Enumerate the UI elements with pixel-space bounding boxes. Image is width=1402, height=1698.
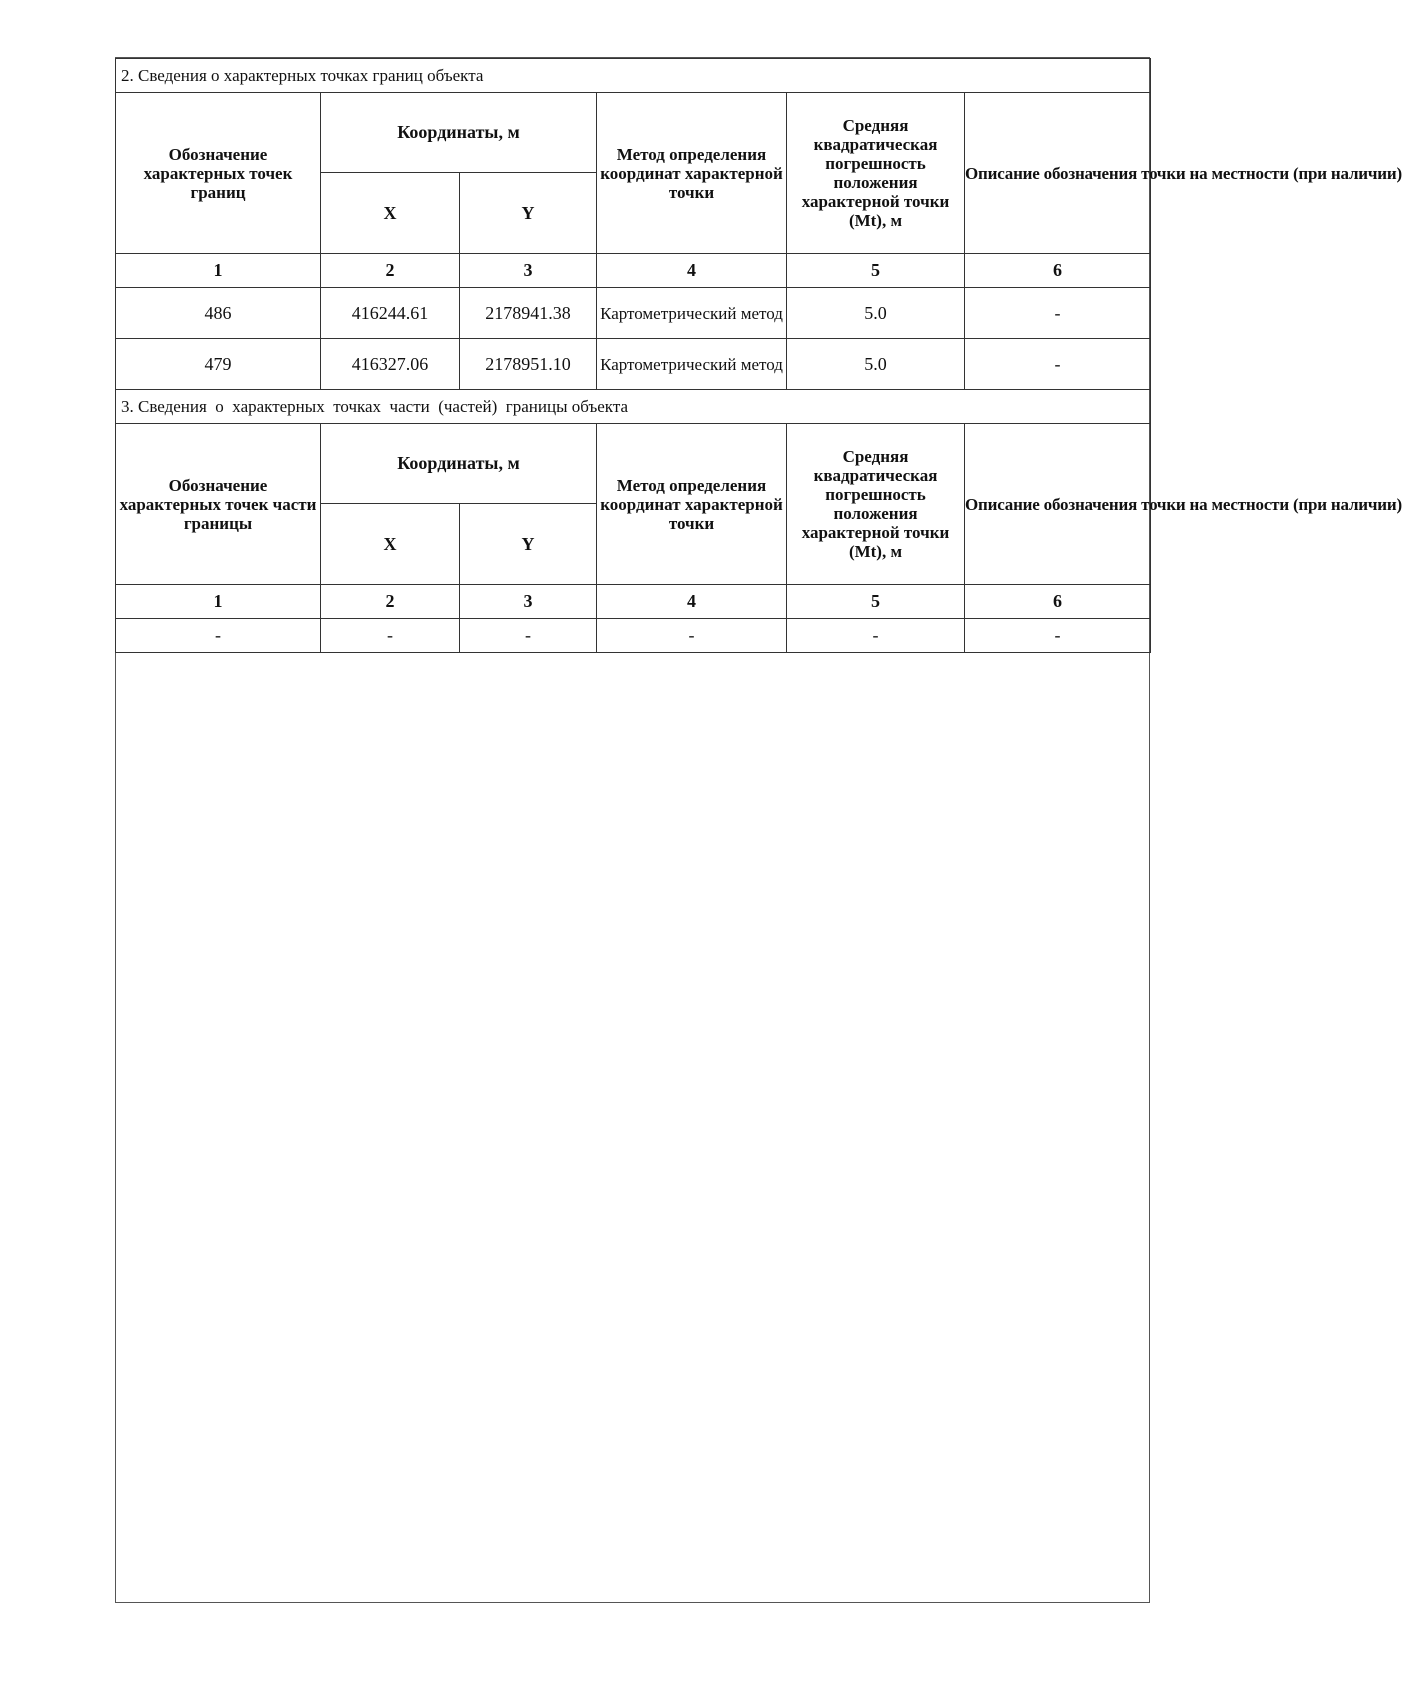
section3-caption: 3. Сведения о характерных точках части (частей) границы объекта [116, 390, 1151, 424]
point-error: 5.0 [787, 288, 965, 339]
column-number-row [116, 254, 1151, 288]
header-designation: Обозначение характерных точек части границы [116, 424, 321, 585]
point-designation: - [116, 619, 321, 653]
column-number: 3 [460, 585, 597, 619]
column-number: 6 [965, 585, 1151, 619]
header-y: Y [460, 504, 597, 585]
column-number: 2 [321, 254, 460, 288]
header-designation: Обозначение характерных точек границ [116, 93, 321, 254]
header-description: Описание обозначения точки на местности (при наличии) [965, 424, 1151, 585]
section2-caption: 2. Сведения о характерных точках границ объекта [116, 59, 1151, 93]
table-row [116, 619, 1151, 653]
header-method: Метод определения координат характерной точки [597, 93, 787, 254]
header-y: Y [460, 173, 597, 254]
point-description: - [965, 619, 1151, 653]
point-y: 2178941.38 [460, 288, 597, 339]
point-method: - [597, 619, 787, 653]
point-designation: 479 [116, 339, 321, 390]
point-x: - [321, 619, 460, 653]
column-number-row [116, 585, 1151, 619]
point-error: 5.0 [787, 339, 965, 390]
document-page [115, 57, 1402, 1603]
column-number: 4 [597, 585, 787, 619]
header-method: Метод определения координат характерной точки [597, 424, 787, 585]
column-number: 3 [460, 254, 597, 288]
table-row [116, 288, 1151, 339]
point-x: 416327.06 [321, 339, 460, 390]
section2-table [115, 58, 1402, 390]
column-number: 5 [787, 585, 965, 619]
point-y: - [460, 619, 597, 653]
point-designation: 486 [116, 288, 321, 339]
table-row [116, 339, 1151, 390]
column-number: 2 [321, 585, 460, 619]
header-error: Средняя квадратическая погрешность положения характерной точки (Mt), м [787, 424, 965, 585]
point-x: 416244.61 [321, 288, 460, 339]
column-number: 1 [116, 585, 321, 619]
header-coordinates: Координаты, м [321, 424, 597, 504]
point-error: - [787, 619, 965, 653]
column-number: 1 [116, 254, 321, 288]
header-error: Средняя квадратическая погрешность положения характерной точки (Mt), м [787, 93, 965, 254]
point-method: Картометрический метод [597, 339, 787, 390]
header-x: X [321, 504, 460, 585]
header-coordinates: Координаты, м [321, 93, 597, 173]
column-number: 5 [787, 254, 965, 288]
point-method: Картометрический метод [597, 288, 787, 339]
section3-table [115, 389, 1402, 653]
header-description: Описание обозначения точки на местности (при наличии) [965, 93, 1151, 254]
column-number: 6 [965, 254, 1151, 288]
point-y: 2178951.10 [460, 339, 597, 390]
point-description: - [965, 288, 1151, 339]
point-description: - [965, 339, 1151, 390]
column-number: 4 [597, 254, 787, 288]
header-x: X [321, 173, 460, 254]
